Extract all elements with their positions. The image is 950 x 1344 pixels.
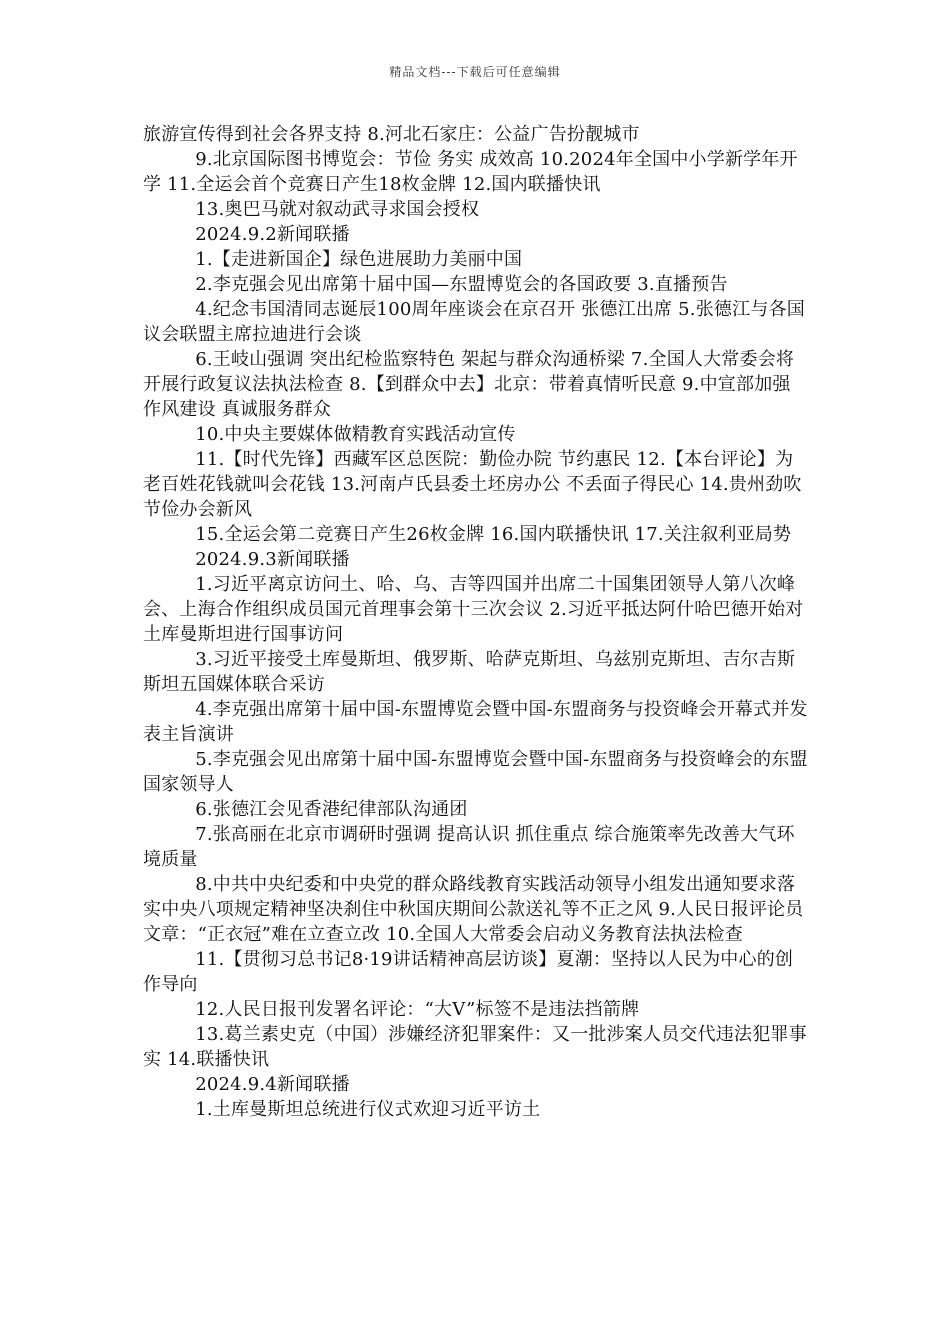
paragraph: 5.李克强会见出席第十届中国-东盟博览会暨中国-东盟商务与投资峰会的东盟国家领导人 bbox=[143, 749, 808, 795]
paragraph: 10.中央主要媒体做精教育实践活动宣传 bbox=[195, 424, 516, 445]
paragraph: 6.张德江会见香港纪律部队沟通团 bbox=[195, 799, 468, 820]
paragraph: 3.习近平接受土库曼斯坦、俄罗斯、哈萨克斯坦、乌兹别克斯坦、吉尔吉斯斯坦五国媒体联合采访 bbox=[143, 649, 796, 695]
paragraph: 1.【走进新国企】绿色进展助力美丽中国 bbox=[195, 249, 523, 270]
document-body bbox=[143, 122, 808, 1122]
page-header: 精品文档---下载后可任意编辑 bbox=[389, 65, 561, 79]
paragraph: 1.习近平离京访问土、哈、乌、吉等四国并出席二十国集团领导人第八次峰会、上海合作组织成员国元首理事会第十三次会议 2.习近平抵达阿什哈巴德开始对土库曼斯坦进行国事访问 bbox=[143, 574, 804, 645]
paragraph: 2.李克强会见出席第十届中国—东盟博览会的各国政要 3.直播预告 bbox=[195, 274, 728, 295]
paragraph: 15.全运会第二竞赛日产生26枚金牌 16.国内联播快讯 17.关注叙利亚局势 bbox=[195, 524, 792, 545]
paragraph: 4.李克强出席第十届中国-东盟博览会暨中国-东盟商务与投资峰会开幕式并发表主旨演讲 bbox=[143, 699, 808, 745]
date-heading: 2024.9.3新闻联播 bbox=[195, 549, 350, 570]
date-heading: 2024.9.2新闻联播 bbox=[195, 224, 350, 245]
paragraph: 7.张高丽在北京市调研时强调 提高认识 抓住重点 综合施策率先改善大气环境质量 bbox=[143, 824, 795, 870]
paragraph: 4.纪念韦国清同志诞辰100周年座谈会在京召开 张德江出席 5.张德江与各国议会联盟主席拉迪进行会谈 bbox=[143, 299, 805, 345]
paragraph: 9.北京国际图书博览会：节俭 务实 成效高 10.2024年全国中小学新学年开学 11.全运会首个竞赛日产生18枚金牌 12.国内联播快讯 bbox=[143, 149, 798, 195]
paragraph: 11.【贯彻习总书记8·19讲话精神高层访谈】夏潮：坚持以人民为中心的创作导向 bbox=[143, 949, 794, 995]
paragraph: 11.【时代先锋】西藏军区总医院：勤俭办院 节约惠民 12.【本台评论】为老百姓花钱就叫会花钱 13.河南卢氏县委土坯房办公 不丢面子得民心 14.贵州劲吹节俭办会新风 bbox=[143, 449, 802, 520]
paragraph: 6.王岐山强调 突出纪检监察特色 架起与群众沟通桥梁 7.全国人大常委会将开展行政复议法执法检查 8.【到群众中去】北京：带着真情听民意 9.中宣部加强作风建设 真诚服务群众 bbox=[143, 349, 795, 420]
paragraph: 8.中共中央纪委和中央党的群众路线教育实践活动领导小组发出通知要求落实中央八项规定精神坚决刹住中秋国庆期间公款送礼等不正之风 9.人民日报评论员文章：“正衣冠”难在立查立改 10.全国人大常委会启动义务教育法执法检查 bbox=[143, 874, 804, 945]
paragraph: 12.人民日报刊发署名评论：“大V”标签不是违法挡箭牌 bbox=[195, 999, 640, 1020]
date-heading: 2024.9.4新闻联播 bbox=[195, 1074, 350, 1095]
paragraph: 13.奥巴马就对叙动武寻求国会授权 bbox=[195, 199, 480, 220]
paragraph: 旅游宣传得到社会各界支持 8.河北石家庄：公益广告扮靓城市 bbox=[143, 124, 640, 145]
paragraph: 1.土库曼斯坦总统进行仪式欢迎习近平访土 bbox=[195, 1099, 541, 1120]
paragraph: 13.葛兰素史克（中国）涉嫌经济犯罪案件：又一批涉案人员交代违法犯罪事实 14.联播快讯 bbox=[143, 1024, 807, 1070]
